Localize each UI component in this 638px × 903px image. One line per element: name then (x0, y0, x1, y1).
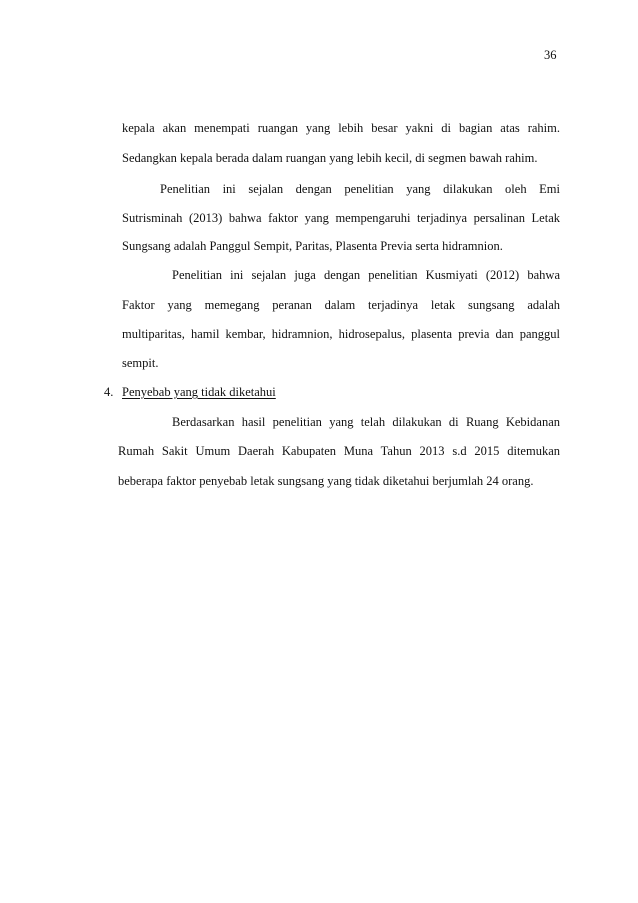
paragraph-line: Faktor yang memegang peranan dalam terjadinya letak sungsang adalah (122, 298, 560, 312)
paragraph-line: sempit. (122, 356, 159, 370)
paragraph-line: Berdasarkan hasil penelitian yang telah dilakukan di Ruang Kebidanan (172, 415, 560, 429)
paragraph-line: Penelitian ini sejalan juga dengan penelitian Kusmiyati (2012) bahwa (172, 268, 560, 282)
paragraph-line: multiparitas, hamil kembar, hidramnion, hidrosepalus, plasenta previa dan panggul (122, 327, 560, 341)
paragraph-line: kepala akan menempati ruangan yang lebih besar yakni di bagian atas rahim. (122, 121, 560, 135)
paragraph-line: Penelitian ini sejalan dengan penelitian yang dilakukan oleh Emi (160, 182, 560, 196)
paragraph-line: Sungsang adalah Panggul Sempit, Paritas, Plasenta Previa serta hidramnion. (122, 239, 503, 253)
section-heading: Penyebab yang tidak diketahui (122, 385, 276, 399)
paragraph-line: Sedangkan kepala berada dalam ruangan yang lebih kecil, di segmen bawah rahim. (122, 151, 538, 165)
paragraph-line: Rumah Sakit Umum Daerah Kabupaten Muna Tahun 2013 s.d 2015 ditemukan (118, 444, 560, 458)
paragraph-line: beberapa faktor penyebab letak sungsang yang tidak diketahui berjumlah 24 orang. (118, 474, 534, 488)
page-number: 36 (544, 48, 557, 62)
list-marker: 4. (104, 385, 114, 399)
paragraph-line: Sutrisminah (2013) bahwa faktor yang mempengaruhi terjadinya persalinan Letak (122, 211, 560, 225)
